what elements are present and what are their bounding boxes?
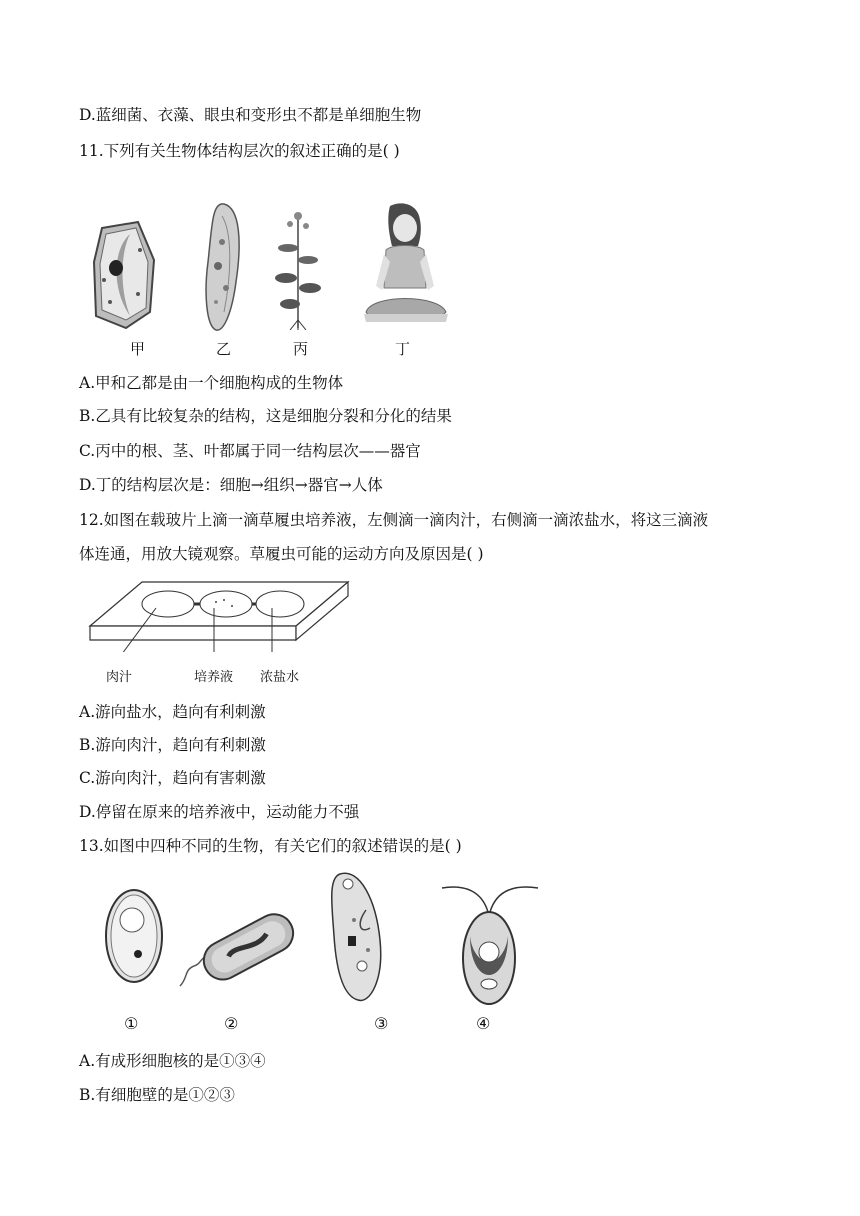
q13-figure bbox=[96, 870, 546, 1040]
q12-option-c: C.游向肉汁，趋向有害刺激 bbox=[79, 769, 266, 787]
number-4: ④ bbox=[476, 1014, 491, 1033]
q12-option-d: D.停留在原来的培养液中，运动能力不强 bbox=[79, 803, 360, 821]
q11-option-b: B.乙具有比较复杂的结构，这是细胞分裂和分化的结果 bbox=[79, 407, 452, 425]
plant-cell-image bbox=[90, 220, 158, 330]
yeast-cell-image bbox=[102, 886, 166, 986]
q12-option-a: A.游向盐水，趋向有利刺激 bbox=[79, 703, 266, 721]
flowering-plant-image bbox=[274, 208, 322, 330]
q12-stem-line2: 体连通，用放大镜观察。草履虫可能的运动方向及原因是( ) bbox=[79, 545, 484, 563]
label-salt-water: 浓盐水 bbox=[260, 670, 300, 685]
bacterium-image bbox=[174, 902, 304, 992]
q11-stem: 11.下列有关生物体结构层次的叙述正确的是( ) bbox=[79, 142, 400, 160]
label-culture-fluid: 培养液 bbox=[194, 670, 234, 685]
label-meat-juice: 肉汁 bbox=[106, 670, 133, 685]
number-3: ③ bbox=[374, 1014, 389, 1033]
caption-bing: 丙 bbox=[293, 340, 309, 358]
q10-option-d: D.蓝细菌、衣藻、眼虫和变形虫不都是单细胞生物 bbox=[79, 106, 422, 124]
caption-ding: 丁 bbox=[395, 340, 411, 358]
girl-sitting-image bbox=[362, 202, 450, 324]
caption-yi: 乙 bbox=[216, 340, 232, 358]
caption-jia: 甲 bbox=[130, 340, 146, 358]
chlamydomonas-image bbox=[438, 878, 542, 1008]
q11-option-a: A.甲和乙都是由一个细胞构成的生物体 bbox=[79, 374, 344, 392]
number-2: ② bbox=[224, 1014, 239, 1033]
q12-stem-line1: 12.如图在载玻片上滴一滴草履虫培养液，左侧滴一滴肉汁，右侧滴一滴浓盐水，将这三滴液 bbox=[79, 511, 709, 529]
q13-option-a: A.有成形细胞核的是①③④ bbox=[79, 1052, 266, 1070]
glass-slide-image bbox=[86, 578, 350, 652]
q11-figure bbox=[90, 198, 455, 358]
q13-stem: 13.如图中四种不同的生物，有关它们的叙述错误的是( ) bbox=[79, 837, 462, 855]
q11-option-c: C.丙中的根、茎、叶都属于同一结构层次——器官 bbox=[79, 442, 421, 460]
q12-slide-figure bbox=[86, 578, 356, 686]
q11-option-d: D.丁的结构层次是：细胞→组织→器官→人体 bbox=[79, 476, 383, 494]
q13-option-b: B.有细胞壁的是①②③ bbox=[79, 1086, 235, 1104]
paramecium-image bbox=[202, 202, 244, 334]
q12-option-b: B.游向肉汁，趋向有利刺激 bbox=[79, 736, 266, 754]
number-1: ① bbox=[124, 1014, 139, 1033]
paramecium-small-image bbox=[326, 870, 386, 1004]
